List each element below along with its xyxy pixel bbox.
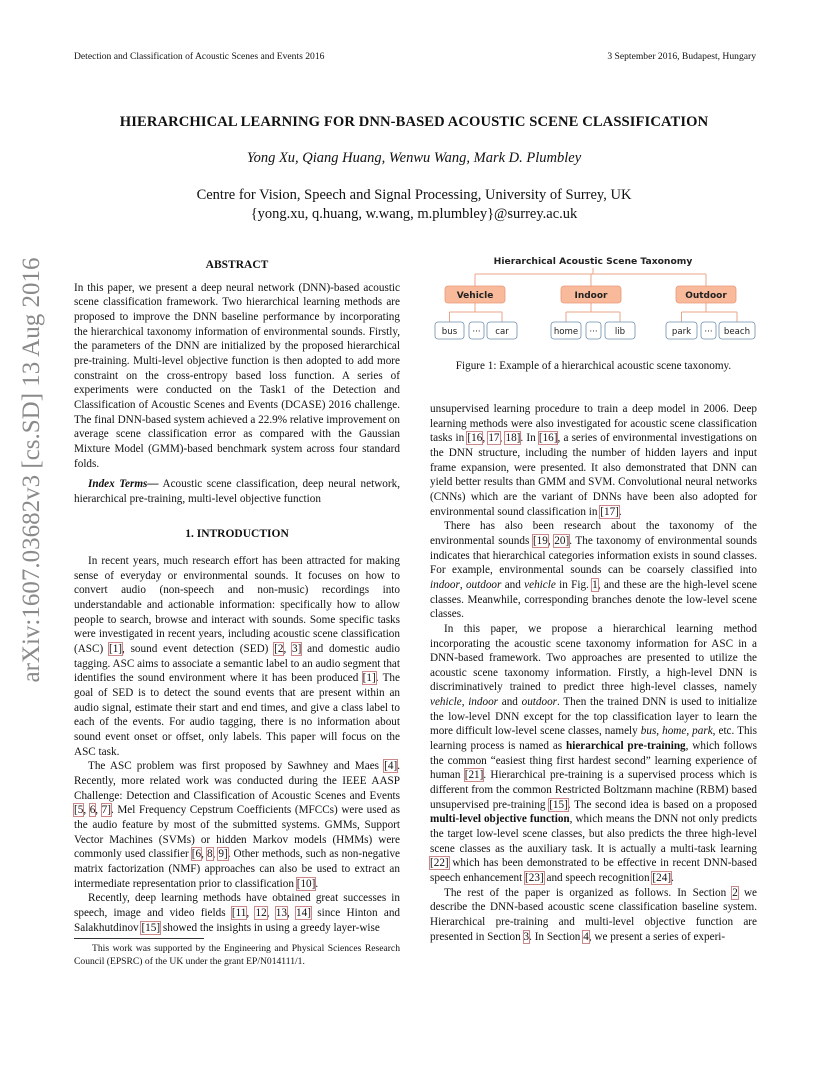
citation-link[interactable]: [15] xyxy=(549,798,568,811)
affiliation-line: Centre for Vision, Speech and Signal Processing, University of Surrey, UK xyxy=(196,187,632,203)
citation-link[interactable]: [22] xyxy=(430,857,449,870)
email-line: {yong.xu, q.huang, w.wang, m.plumbley}@surrey.ac.uk xyxy=(250,206,578,222)
citation-link[interactable]: 14] xyxy=(296,906,311,919)
figure-caption: Figure 1: Example of a hierarchical acoustic scene taxonomy. xyxy=(455,360,732,372)
index-terms xyxy=(74,477,400,506)
citation-link[interactable]: [21] xyxy=(464,769,484,782)
high-level-label: Vehicle xyxy=(456,291,494,301)
citation-link[interactable]: [17] xyxy=(600,505,619,518)
affiliation xyxy=(0,186,828,224)
low-level-label: bus xyxy=(441,327,458,337)
citation-link[interactable]: [11 xyxy=(231,906,247,919)
citation-link[interactable]: 6 xyxy=(89,804,96,817)
taxonomy-root-label: Hierarchical Acoustic Scene Taxonomy xyxy=(493,256,693,267)
citation-link[interactable]: [24] xyxy=(652,872,672,884)
citation-link[interactable]: [6 xyxy=(191,848,202,861)
arxiv-id: arXiv:1607.03682v3 [cs.SD] 13 Aug 2016 xyxy=(18,257,45,683)
low-level-label: ··· xyxy=(704,327,713,337)
body-paragraph-3: In this paper, we propose a hierarchical learning method incorporating the acoustic scene taxonomy information for ASC in a DNN-based framework. Two approaches are presented to utilize the acoustic scene taxonomy information. Firstly, a high-level DNN is discriminatively trained to predict three high-level classes, namely vehicle, indoor and outdoor. Then the trained DNN is used to initialize the low-level DNN except for the top classification layer to learn the more difficult low-level scene classes, namely bus, home, park, etc. This learning process is named as hierarchical pre-training, which follows the common “easiest thing first hardest second” learning experience of human [21]. Hierarchical pre-training is a supervised process which is different from the common Restricted Boltzmann machine (RBM) based unsupervised pre-training [15]. The second idea is based on a proposed multi-level objective function, which means the DNN not only predicts the target low-level scene classes, but also predicts the three high-level scene classes as the auxiliary task. It is actually a multi-task learning [22] which has been demonstrated to be effective in recent DNN-based speech enhancement [23] and speech recognition [24]. xyxy=(430,622,758,884)
low-level-classes xyxy=(435,322,755,339)
low-level-label: ··· xyxy=(472,327,481,337)
right-column xyxy=(430,402,757,944)
running-header-left: Detection and Classification of Acoustic Scenes and Events 2016 xyxy=(74,51,325,62)
citation-link[interactable]: 12 xyxy=(255,906,267,919)
intro-paragraph-2: The ASC problem was first proposed by Sawhney and Maes [4]. Recently, more related work was conducted during the IEEE AASP Challenge: Detection and Classification of Acoustic Scenes and Events [5, 6, 7]. Mel Frequency Cepstrum Coefficients (MFCCs) were used as the audio feature by most of the submitted systems. GMMs, Support Vector Machines (SVMs) or hidden Markov models (HMMs) were commonly used classifier [6, 8, 9]. Other methods, such as non-negative matrix factorization (NMF) approaches can also be used to extract an intermediate representation prior to classification [10]. xyxy=(74,760,401,890)
citation-link[interactable]: 13 xyxy=(275,906,287,919)
left-column xyxy=(74,258,400,935)
citation-link[interactable]: 9] xyxy=(218,848,228,861)
citation-link[interactable]: 7] xyxy=(101,804,111,817)
citation-link[interactable]: [23] xyxy=(525,872,544,884)
paper-title: HIERARCHICAL LEARNING FOR DNN-BASED ACOUSTIC SCENE CLASSIFICATION xyxy=(119,114,709,130)
index-terms-label: Index Terms— xyxy=(88,478,159,491)
footnote-rule xyxy=(74,938,204,939)
intro-heading: 1. INTRODUCTION xyxy=(185,527,289,540)
citation-link[interactable]: [5 xyxy=(74,804,84,817)
citation-link[interactable]: [1] xyxy=(108,643,123,656)
citation-link[interactable]: 3] xyxy=(292,643,302,656)
low-level-label: home xyxy=(553,327,579,337)
running-header-right: 3 September 2016, Budapest, Hungary xyxy=(607,51,756,62)
citation-link[interactable]: 20] xyxy=(554,534,570,547)
index-terms-text: Acoustic scene classification, deep neural network, hierarchical pre-training, multi-level objective function xyxy=(74,478,400,505)
abstract-text: In this paper, we present a deep neural network (DNN)-based acoustic scene classification framework. Two hierarchical learning methods are proposed to improve the DNN baseline performance by incorporating the hierarchical taxonomy information of environmental sounds. Firstly, the parameters of the DNN are initialized by the proposed hierarchical pre-training. Multi-level objective function is then adopted to add more constraint on the cross-entropy based loss function. A series of experiments were conducted on the Task1 of the Detection and Classification of Acoustic Scenes and Events (DCASE) 2016 challenge. The final DNN-based system achieved a 22.9% relative improvement on average scene classification error as compared with the Gaussian Mixture Model (GMM)-based benchmark system across four standard folds. xyxy=(74,281,400,470)
figure-link[interactable]: 1 xyxy=(592,578,598,591)
body-paragraph-4: The rest of the paper is organized as follows. In Section 2 we describe the DNN-based acoustic scene classification baseline system. Hierarchical pre-training and multi-level objective function are presented in Section 3. In Section 4, we present a series of experi- xyxy=(430,886,757,943)
citation-link[interactable]: [19 xyxy=(532,534,548,547)
citation-link[interactable]: [4] xyxy=(384,760,398,773)
author-list: Yong Xu, Qiang Huang, Wenwu Wang, Mark D. Plumbley xyxy=(246,150,582,166)
section-link[interactable]: 3 xyxy=(523,930,530,943)
citation-link[interactable]: 18] xyxy=(505,432,521,445)
intro-paragraph-1: In recent years, much research effort has been attracted for making sense of everyday or environmental sounds. It focuses on how to convert audio (non-speech and non-music) recordings into understandable and actionable information: specifically how to allow people to search, browse and interact with sounds. Some specific tasks were investigated in recent years, including acoustic scene classification (ASC) [1], sound event detection (SED) [2, 3] and domestic audio tagging. ASC aims to associate a semantic label to an audio segment that identifies the sound environment where it has been produced [1]. The goal of SED is to detect the sound events that are present within an audio signal, estimate their start and end times, and give a class label to each of the events. For audio tagging, there is no information about sound event onset or offset, only labels. This paper will focus on the ASC task. xyxy=(74,555,401,758)
body-paragraph-1: unsupervised learning procedure to train a deep model in 2006. Deep learning methods were also investigated for acoustic scene classification tasks in [16, 17, 18]. In [16], a series of environmental investigations on the DNN structure, including the number of hidden layers and input frame expansion, were presented. It also demonstrated that DNN can yield better results than GMM and SVM. Convolutional neural networks (CNNs) which are the variant of DNNs have been also adopted for environmental sound classification in [17]. xyxy=(430,403,757,518)
low-level-label: beach xyxy=(723,327,751,337)
abstract-heading: ABSTRACT xyxy=(205,259,269,271)
low-level-label: park xyxy=(671,327,692,337)
citation-link[interactable]: 8 xyxy=(206,848,213,861)
high-level-label: Indoor xyxy=(574,291,608,301)
high-level-classes xyxy=(445,286,736,303)
taxonomy-figure xyxy=(430,250,757,352)
citation-link[interactable]: [15] xyxy=(141,921,161,934)
arxiv-stamp xyxy=(10,257,50,683)
low-level-label: lib xyxy=(614,327,626,337)
footnote-text: This work was supported by the Engineering and Physical Sciences Research Council (EPSRC) of the UK under the grant EP/N014111/1. xyxy=(74,943,400,967)
low-level-label: ··· xyxy=(589,327,598,337)
section-link[interactable]: 2 xyxy=(732,886,738,899)
body-paragraph-2: There has also been research about the taxonomy of the environmental sounds [19, 20]. The taxonomy of environmental sounds indicates that hierarchical categories information exists in sound classes. For example, environmental sounds can be coarsely classified into indoor, outdoor and vehicle in Fig. 1, and these are the high-level scene classes. Meanwhile, corresponding branches denote the low-level scene classes. xyxy=(430,520,758,621)
citation-link[interactable]: [10] xyxy=(296,877,316,890)
low-level-label: car xyxy=(495,327,509,337)
citation-link[interactable]: 17 xyxy=(488,432,500,445)
citation-link[interactable]: [16] xyxy=(538,432,558,445)
intro-paragraph-3: Recently, deep learning methods have obtained great successes in speech, image and video fields [11, 12, 13, 14] since Hinton and Salakhutdinov [15] showed the insights in using a greedy layer-wise xyxy=(74,892,401,934)
high-level-label: Outdoor xyxy=(685,291,727,301)
citation-link[interactable]: [16 xyxy=(467,432,483,445)
section-link[interactable]: 4 xyxy=(583,930,589,943)
footnote xyxy=(74,943,400,968)
citation-link[interactable]: [1] xyxy=(362,672,376,685)
citation-link[interactable]: [2 xyxy=(274,643,284,656)
